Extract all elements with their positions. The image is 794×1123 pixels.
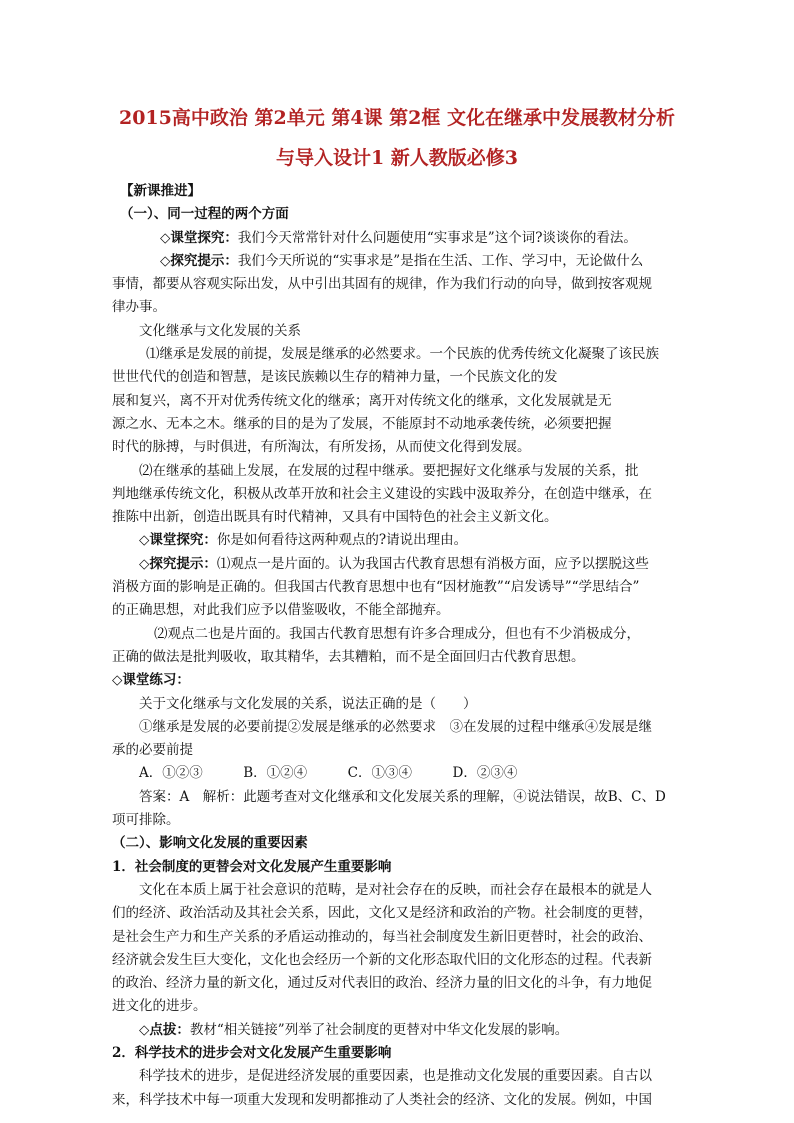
text-line: [112, 623, 688, 646]
text-line: [112, 599, 688, 622]
line-lead-label: ◇课堂探究：: [160, 229, 238, 246]
text-line: [112, 762, 688, 785]
text-line: [112, 995, 688, 1018]
text-line: [112, 832, 688, 855]
line-text: 推陈中出新，创造出既具有时代精神，又具有中国特色的社会主义新文化。: [112, 509, 558, 526]
line-text: 展和复兴，离不开对优秀传统文化的继承；离开对传统文化的继承，文化发展就是无: [112, 392, 612, 409]
text-line: [112, 180, 688, 203]
text-line: [112, 693, 688, 716]
line-text: 的正确思想，对此我们应予以借鉴吸收，不能全部抛弃。: [112, 602, 450, 619]
line-text: 答案：A 解析：此题考查对文化继承和文化发展关系的理解，④说法错误，故B、C、D: [139, 788, 666, 805]
line-text: ⑴观点一是片面的。认为我国古代教育思想有消极方面，应予以摆脱这些: [216, 555, 649, 572]
text-line: [112, 646, 688, 669]
line-text: （一）、同一过程的两个方面: [120, 206, 289, 223]
line-text: 你是如何看待这两种观点的?请说出理由。: [216, 532, 468, 549]
line-lead-label: ◇课堂探究：: [139, 532, 217, 549]
line-text: 经济就会发生巨大变化，文化也会经历一个新的文化形态取代旧的文化形态的过程。代表新: [112, 951, 652, 968]
text-line: [112, 366, 688, 389]
text-line: [112, 856, 688, 879]
line-text: 【新课推进】: [120, 183, 201, 199]
text-line: [112, 879, 688, 902]
text-line: [112, 203, 688, 226]
line-text: 文化在本质上属于社会意识的范畴，是对社会存在的反映，而社会存在最根本的就是人: [139, 881, 652, 898]
text-line: [112, 716, 688, 739]
line-text: 文化继承与文化发展的关系: [139, 322, 301, 339]
line-text: 项可排除。: [112, 812, 180, 829]
text-line: [112, 949, 688, 972]
line-text: 1．社会制度的更替会对文化发展产生重要影响: [112, 858, 392, 875]
text-line: [112, 809, 688, 832]
line-text: 时代的脉搏，与时俱进，有所淘汰，有所发扬，从而使文化得到发展。: [112, 439, 531, 456]
line-text: 进文化的进步。: [112, 998, 207, 1015]
line-text: 律办事。: [112, 299, 166, 316]
line-text: ⑵观点二也是片面的。我国古代教育思想有许多合理成分，但也有不少消极成分，: [154, 625, 640, 642]
text-line: [112, 1089, 688, 1112]
line-text: A．①②③ B．①②④ C．①③④ D．②③④: [139, 765, 518, 782]
line-text: 我们今天所说的“实事求是”是指在生活、工作、学习中，无论做什么: [237, 252, 644, 269]
line-text: 我们今天常常针对什么问题使用“实事求是”这个词?谈谈你的看法。: [237, 229, 637, 246]
line-text: ◇课堂练习：: [112, 672, 190, 689]
line-text: 判地继承传统文化，积极从改革开放和社会主义建设的实践中汲取养分，在创造中继承，在: [112, 485, 652, 502]
text-line: [112, 250, 688, 273]
line-text: ⑴继承是发展的前提，发展是继承的必然要求。一个民族的优秀传统文化凝聚了该民族: [146, 346, 659, 363]
text-line: [112, 436, 688, 459]
line-text: 世世代代的创造和智慧，是该民族赖以生存的精神力量，一个民族文化的发: [112, 369, 558, 386]
text-line: [112, 227, 688, 250]
text-line: [112, 529, 688, 552]
line-text: 们的经济、政治活动及其社会关系，因此，文化又是经济和政治的产物。社会制度的更替，: [112, 905, 652, 922]
line-text: 消极方面的影响是正确的。但我国古代教育思想中也有“因材施教”“启发诱导”“学思结合”: [112, 579, 640, 596]
text-line: [112, 506, 688, 529]
text-line: [112, 669, 688, 692]
line-text: （二）、影响文化发展的重要因素: [112, 835, 308, 852]
text-line: [112, 786, 688, 809]
document-title-line-1: 2015高中政治 第2单元 第4课 第2框 文化在继承中发展教材分析: [118, 107, 675, 129]
line-lead-label: ◇探究提示：: [160, 252, 238, 269]
text-line: [112, 1019, 688, 1042]
text-line: [112, 413, 688, 436]
line-text: ⑵在继承的基础上发展，在发展的过程中继承。要把握好文化继承与发展的关系，批: [139, 462, 639, 479]
line-text: 关于文化继承与文化发展的关系，说法正确的是（ ）: [139, 695, 477, 712]
line-text: 正确的做法是批判吸收，取其精华，去其糟粕，而不是全面回归古代教育思想。: [112, 648, 585, 665]
line-text: 是社会生产力和生产关系的矛盾运动推动的，每当社会制度发生新旧更替时，社会的政治、: [112, 928, 652, 945]
line-text: 的政治、经济力量的新文化，通过反对代表旧的政治、经济力量的旧文化的斗争，有力地促: [112, 975, 652, 992]
line-lead-label: ◇点拔：: [139, 1021, 190, 1038]
document-title-line-2: 与导入设计1 新人教版必修3: [275, 147, 519, 169]
text-line: [112, 320, 688, 343]
text-line: [112, 576, 688, 599]
text-line: [112, 902, 688, 925]
line-text: 源之水、无本之木。继承的目的是为了发展，不能原封不动地承袭传统，必须要把握: [112, 415, 612, 432]
text-line: [112, 1065, 688, 1088]
text-line: [112, 273, 688, 296]
line-text: 事情，都要从容观实际出发，从中引出其固有的规律，作为我们行动的向导，做到按客观规: [112, 276, 652, 293]
line-text: 承的必要前提: [112, 742, 193, 759]
line-text: 来，科学技术中每一项重大发现和发明都推动了人类社会的经济、文化的发展。例如，中国: [112, 1091, 652, 1108]
line-text: 科学技术的进步，是促进经济发展的重要因素，也是推动文化发展的重要因素。自古以: [139, 1068, 652, 1085]
text-line: [112, 739, 688, 762]
text-line: [112, 972, 688, 995]
line-text: ①继承是发展的必要前提②发展是继承的必然要求 ③在发展的过程中继承④发展是继: [139, 718, 652, 735]
line-text: 2．科学技术的进步会对文化发展产生重要影响: [112, 1044, 392, 1061]
text-line: [112, 1042, 688, 1065]
text-line: [112, 343, 688, 366]
document-body: [112, 180, 688, 1112]
line-text: 教材“相关链接”列举了社会制度的更替对中华文化发展的影响。: [189, 1021, 569, 1038]
text-line: [112, 390, 688, 413]
line-lead-label: ◇探究提示：: [139, 555, 217, 572]
text-line: [112, 926, 688, 949]
text-line: [112, 553, 688, 576]
text-line: [112, 483, 688, 506]
text-line: [112, 296, 688, 319]
text-line: [112, 460, 688, 483]
